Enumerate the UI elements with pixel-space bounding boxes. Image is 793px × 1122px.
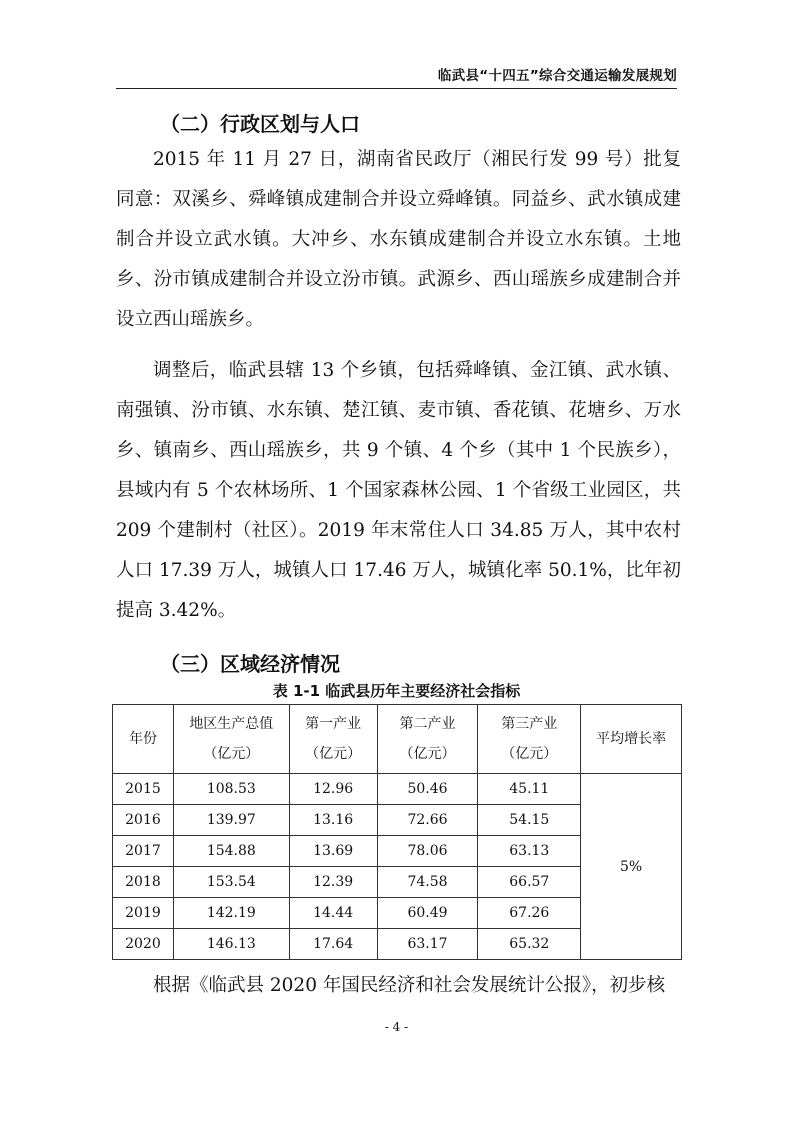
table-header-row	[113, 705, 682, 774]
table-caption: 表 1-1 临武县历年主要经济社会指标	[272, 682, 521, 700]
cell-year: 2020	[113, 929, 174, 960]
cell-secondary: 74.58	[377, 867, 478, 898]
cell-secondary: 78.06	[377, 836, 478, 867]
cell-average-growth: 5%	[581, 774, 682, 960]
cell-gdp: 142.19	[173, 898, 289, 929]
cell-tertiary: 66.57	[478, 867, 581, 898]
table-row	[113, 774, 682, 805]
document-title: 临武县“十四五”综合交通运输发展规划	[437, 68, 677, 84]
cell-year: 2017	[113, 836, 174, 867]
cell-year: 2018	[113, 867, 174, 898]
page-number: - 4 -	[384, 1020, 409, 1034]
page-header	[116, 62, 677, 89]
cell-secondary: 63.17	[377, 929, 478, 960]
cell-secondary: 72.66	[377, 805, 478, 836]
cell-tertiary: 45.11	[478, 774, 581, 805]
cell-primary: 13.16	[289, 805, 377, 836]
cell-year: 2015	[113, 774, 174, 805]
col-header-year: 年份	[113, 705, 174, 774]
cell-primary: 17.64	[289, 929, 377, 960]
paragraph-statistics-bulletin: 根据《临武县 2020 年国民经济和社会发展统计公报》，初步核	[153, 975, 666, 996]
col-header-growth: 平均增长率	[581, 705, 682, 774]
cell-year: 2016	[113, 805, 174, 836]
section-heading-administrative: （二）行政区划与人口	[160, 112, 360, 136]
cell-primary: 12.39	[289, 867, 377, 898]
paragraph-population: 调整后，临武县辖 13 个乡镇，包括舜峰镇、金江镇、武水镇、南强镇、汾市镇、水东镇、楚江镇、麦市镇、香花镇、花塘乡、万水乡、镇南乡、西山瑶族乡，共 9 个镇、4 个乡（其中 1 个民族乡），县域内有 5 个农林场所、1 个国家森林公园、1 个省级工业园区，共 209 个建制村（社区）。2019 年末常住人口 34.85 万人，其中农村人口 17.39 万人，城镇人口 17.46 万人，城镇化率 50.1%，比年初提高 3.42%。	[116, 360, 681, 621]
cell-gdp: 153.54	[173, 867, 289, 898]
cell-primary: 13.69	[289, 836, 377, 867]
cell-gdp: 108.53	[173, 774, 289, 805]
economic-indicators-table	[112, 704, 682, 960]
cell-gdp: 154.88	[173, 836, 289, 867]
cell-secondary: 50.46	[377, 774, 478, 805]
cell-tertiary: 65.32	[478, 929, 581, 960]
cell-gdp: 139.97	[173, 805, 289, 836]
cell-tertiary: 63.13	[478, 836, 581, 867]
cell-gdp: 146.13	[173, 929, 289, 960]
cell-tertiary: 54.15	[478, 805, 581, 836]
col-header-primary: 第一产业 （亿元）	[289, 705, 377, 774]
cell-primary: 14.44	[289, 898, 377, 929]
section-heading-economy: （三）区域经济情况	[160, 652, 340, 676]
col-header-secondary: 第二产业 （亿元）	[377, 705, 478, 774]
col-header-tertiary: 第三产业 （亿元）	[478, 705, 581, 774]
col-header-gdp: 地区生产总值 （亿元）	[173, 705, 289, 774]
cell-secondary: 60.49	[377, 898, 478, 929]
paragraph-merger: 2015 年 11 月 27 日，湖南省民政厅（湘民行发 99 号）批复同意：双溪乡、舜峰镇成建制合并设立舜峰镇。同益乡、武水镇成建制合并设立武水镇。大冲乡、水东镇成建制合并设立水东镇。土地乡、汾市镇成建制合并设立汾市镇。武源乡、西山瑶族乡成建制合并设立西山瑶族乡。	[116, 149, 681, 330]
cell-year: 2019	[113, 898, 174, 929]
cell-tertiary: 67.26	[478, 898, 581, 929]
cell-primary: 12.96	[289, 774, 377, 805]
